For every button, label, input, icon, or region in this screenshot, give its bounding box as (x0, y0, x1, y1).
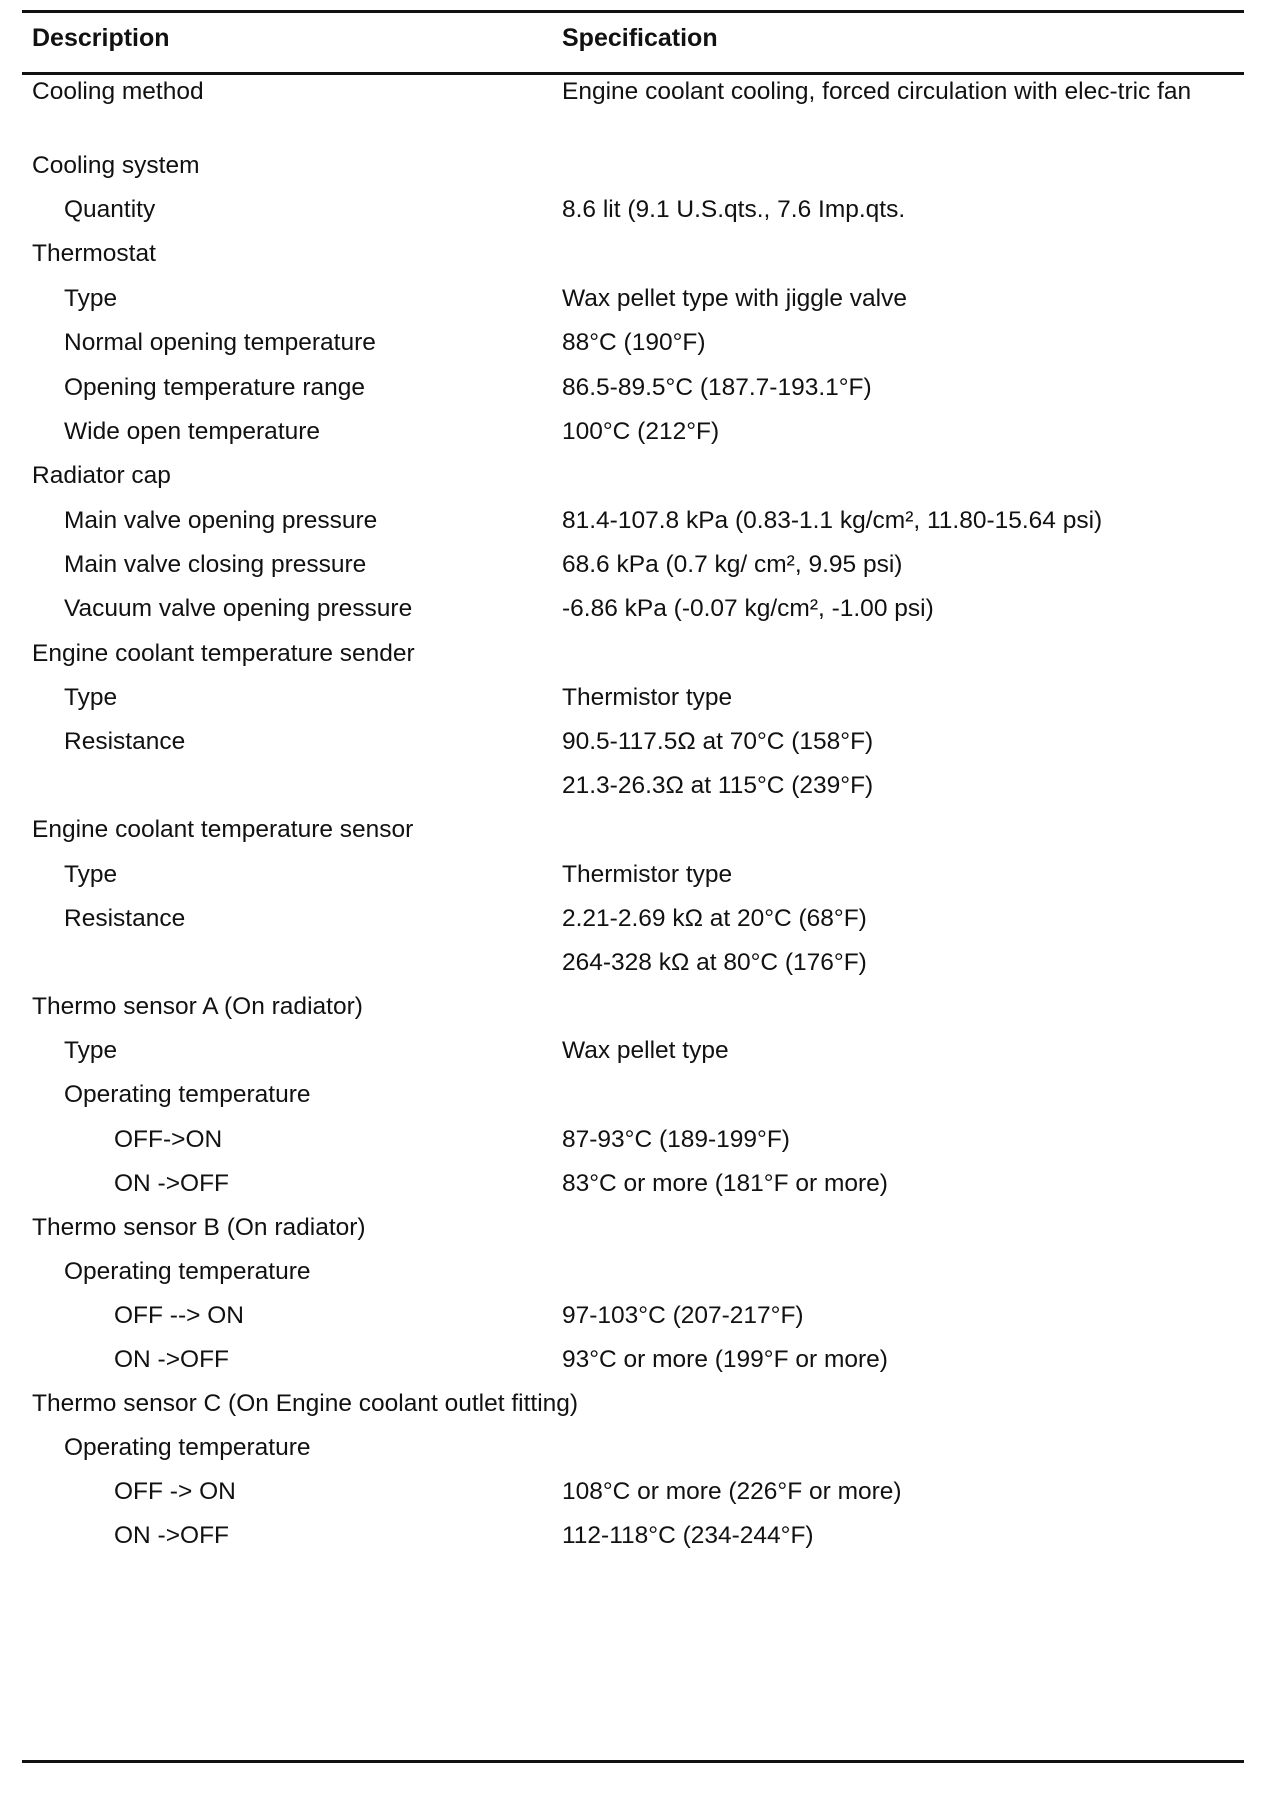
row-description: ON ->OFF (114, 1170, 230, 1197)
row-description: Resistance (64, 728, 186, 755)
row-description: Opening temperature range (64, 374, 365, 401)
row-description: Radiator cap (32, 462, 171, 489)
row-specification: 93°C or more (199°F or more) (562, 1346, 888, 1373)
header-rule (22, 72, 1244, 75)
table-row (22, 814, 1244, 859)
table-row (22, 947, 1244, 991)
table-row (22, 859, 1244, 903)
table-row (22, 549, 1244, 593)
table-row (22, 1256, 1244, 1300)
row-specification: Thermistor type (562, 861, 733, 888)
table-body (22, 76, 1244, 1564)
table-row (22, 682, 1244, 726)
row-specification: -6.86 kPa (-0.07 kg/cm², -1.00 psi) (562, 595, 934, 622)
row-specification: 97-103°C (207-217°F) (562, 1302, 804, 1329)
table-row (22, 505, 1244, 549)
row-specification: 81.4-107.8 kPa (0.83-1.1 kg/cm², 11.80-15.64 psi) (562, 507, 1103, 534)
table-row (22, 903, 1244, 947)
table-row (22, 726, 1244, 770)
row-description: Wide open temperature (64, 418, 321, 445)
row-specification: 264-328 kΩ at 80°C (176°F) (562, 949, 867, 976)
table-row (22, 1124, 1244, 1168)
table-row (22, 372, 1244, 416)
table-row (22, 327, 1244, 372)
row-description: ON ->OFF (114, 1522, 230, 1549)
row-specification: 90.5-117.5Ω at 70°C (158°F) (562, 728, 874, 755)
row-description: Type (64, 861, 118, 888)
row-specification: Wax pellet type with jiggle valve (562, 285, 907, 312)
row-description: Engine coolant temperature sender (32, 640, 415, 667)
table-row (22, 991, 1244, 1035)
table-top-rule (22, 10, 1244, 13)
header-description: Description (32, 24, 170, 52)
table-row (22, 1079, 1244, 1124)
row-specification: 83°C or more (181°F or more) (562, 1170, 888, 1197)
table-row (22, 194, 1244, 238)
row-specification: 100°C (212°F) (562, 418, 720, 445)
row-specification: Wax pellet type (562, 1037, 729, 1064)
row-description: Operating temperature (64, 1258, 311, 1285)
row-description: Type (64, 285, 118, 312)
table-row (22, 1344, 1244, 1388)
row-description: Normal opening temperature (64, 329, 376, 356)
table-row (22, 76, 1244, 150)
table-row (22, 770, 1244, 814)
row-description: Operating temperature (64, 1434, 311, 1461)
row-specification: Engine coolant cooling, forced circulation with elec-tric fan (562, 78, 1192, 105)
row-description: Resistance (64, 905, 186, 932)
row-description: Quantity (64, 196, 156, 223)
row-description: Main valve closing pressure (64, 551, 367, 578)
table-row (22, 638, 1244, 682)
row-specification: 112-118°C (234-244°F) (562, 1522, 814, 1549)
table-row (22, 283, 1244, 327)
table-row (22, 150, 1244, 194)
row-description: Operating temperature (64, 1081, 311, 1108)
row-description: Thermo sensor B (On radiator) (32, 1214, 366, 1241)
row-specification: 88°C (190°F) (562, 329, 706, 356)
table-row (22, 1432, 1244, 1476)
table-row (22, 593, 1244, 638)
row-description: Type (64, 1037, 118, 1064)
table-row (22, 1476, 1244, 1520)
table-bottom-rule (22, 1760, 1244, 1763)
row-specification: Thermistor type (562, 684, 733, 711)
row-description: Cooling method (32, 78, 204, 105)
row-description: Vacuum valve opening pressure (64, 595, 413, 622)
row-description: Cooling system (32, 152, 200, 179)
table-row (22, 1388, 1244, 1432)
table-row (22, 238, 1244, 283)
row-description: ON ->OFF (114, 1346, 230, 1373)
row-specification: 87-93°C (189-199°F) (562, 1126, 790, 1153)
table-row (22, 1212, 1244, 1256)
table-row (22, 1520, 1244, 1564)
table-row (22, 416, 1244, 460)
row-description: OFF --> ON (114, 1302, 244, 1329)
row-specification: 8.6 lit (9.1 U.S.qts., 7.6 Imp.qts. (562, 196, 906, 223)
row-description: Thermo sensor C (On Engine coolant outlet fitting) (32, 1390, 579, 1417)
table-row (22, 1035, 1244, 1079)
row-description: Thermostat (32, 240, 156, 267)
row-specification: 86.5-89.5°C (187.7-193.1°F) (562, 374, 872, 401)
row-description: Main valve opening pressure (64, 507, 378, 534)
row-description: OFF -> ON (114, 1478, 236, 1505)
row-specification: 2.21-2.69 kΩ at 20°C (68°F) (562, 905, 867, 932)
table-row (22, 1168, 1244, 1212)
table-row (22, 460, 1244, 505)
row-description: Thermo sensor A (On radiator) (32, 993, 363, 1020)
row-specification: 21.3-26.3Ω at 115°C (239°F) (562, 772, 874, 799)
row-specification: 108°C or more (226°F or more) (562, 1478, 902, 1505)
row-description: Type (64, 684, 118, 711)
row-specification: 68.6 kPa (0.7 kg/ cm², 9.95 psi) (562, 551, 903, 578)
row-description: Engine coolant temperature sensor (32, 816, 414, 843)
table-row (22, 1300, 1244, 1344)
row-description: OFF->ON (114, 1126, 223, 1153)
header-specification: Specification (562, 24, 718, 52)
